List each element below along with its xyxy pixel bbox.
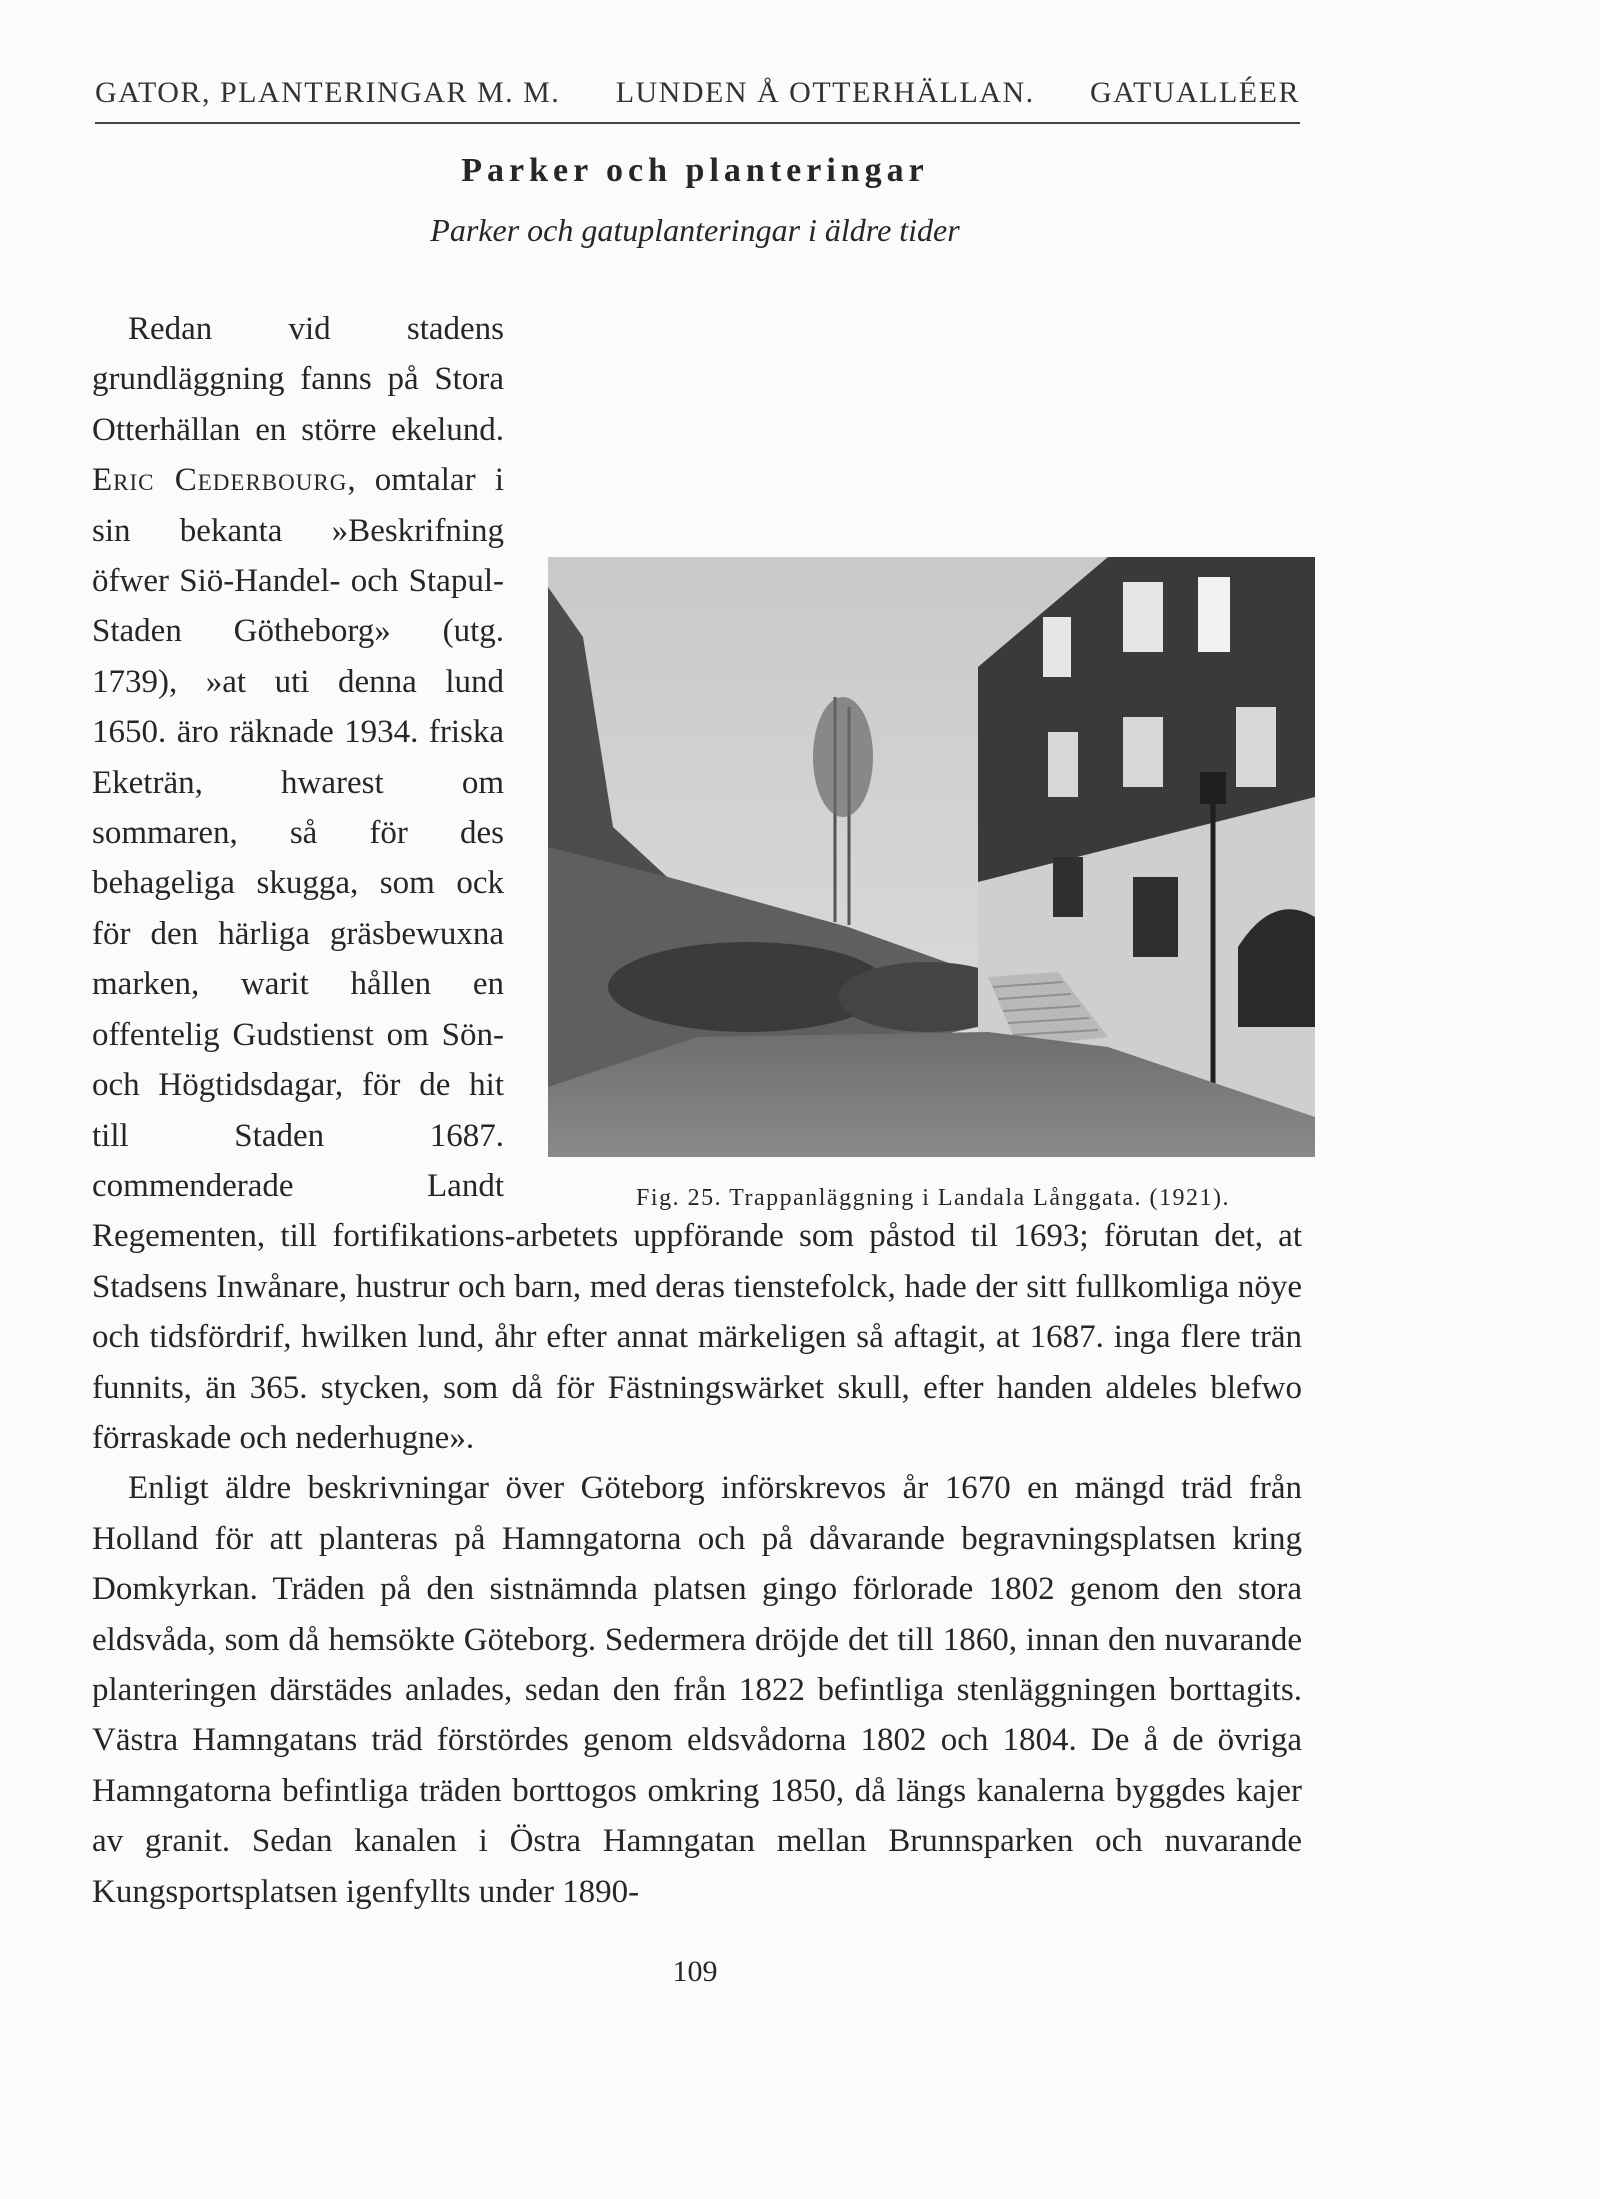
paragraph-2: Enligt äldre beskrivningar över Göteborg införskrevos år 1670 en mängd träd från Holland för att planteras på Hamngatorna och på dåvarande begravningsplatsen kring Domkyrkan. Träden på den sistnämnda platsen gingo förlorade 1802 genom den stora eldsvåda, som då hemsökte Göteborg. Sedermera dröjde det till 1860, innan den nuvarande planteringen därstädes anlades, sedan den från 1822 befintliga stenläggningen borttagits. Västra Hamngatans träd förstördes genom eldsvådorna 1802 och 1804. De å de övriga Hamngatorna befintliga träden borttogos omkring 1850, då längs kanalerna byggdes kajer av granit. Sedan kanalen i Östra Hamngatan mellan Brunnsparken och nuvarande Kungsportsplatsen igenfyllts under 1890- (92, 1470, 1302, 1910)
photo-courtyard-stairs (548, 557, 1315, 1157)
author-name: Eric Cederbourg (92, 462, 348, 499)
running-header (95, 76, 1300, 110)
section-title: Parker och planteringar (461, 152, 929, 189)
page-number: 109 (672, 1955, 718, 1988)
header-left: GATOR, PLANTERINGAR M. M. (95, 76, 561, 109)
figure-caption: Fig. 25. Trappanläggning i Landala Långgata. (1921). (636, 1185, 1230, 1211)
paragraph-1-quote: , omtalar i sin bekanta »Beskrifning öfwer Siö-Handel- och Stapul-Staden Götheborg» (utg. 1739), »at uti denna lund 1650. äro räknade 1934. friska Eketrän, hwarest om sommaren, så för des behageliga skugga, som ock för den härliga gräsbewuxna marken, warit hållen en offentelig Gudstienst om Sön- och Högtidsdagar, för de hit till Staden 1687. commenderade Landt Regementen, till fortifikations-arbetets uppförande som påstod til 1693; förutan det, at Stadsens Inwånare, hustrur och barn, med deras tienstefolck, hade der sitt fullkomliga nöye och tidsfördrif, hwilken lund, åhr efter annat märkeligen så aftagit, at 1687. inga flere trän funnits, än 365. stycken, som då för Fästningswärket skull, efter handen aldeles blefwo förraskade och nederhugne». (92, 462, 1302, 1456)
figure-photo (548, 557, 1315, 1157)
paragraph-1-start: Redan vid stadens grundläggning fanns på Stora Otterhällan en större ekelund. (92, 311, 504, 448)
header-rule (95, 122, 1300, 124)
section-subtitle: Parker och gatuplanteringar i äldre tider (430, 212, 960, 248)
header-center: LUNDEN Å OTTERHÄLLAN. (615, 76, 1035, 109)
header-right: GATUALLÉER (1090, 76, 1300, 109)
